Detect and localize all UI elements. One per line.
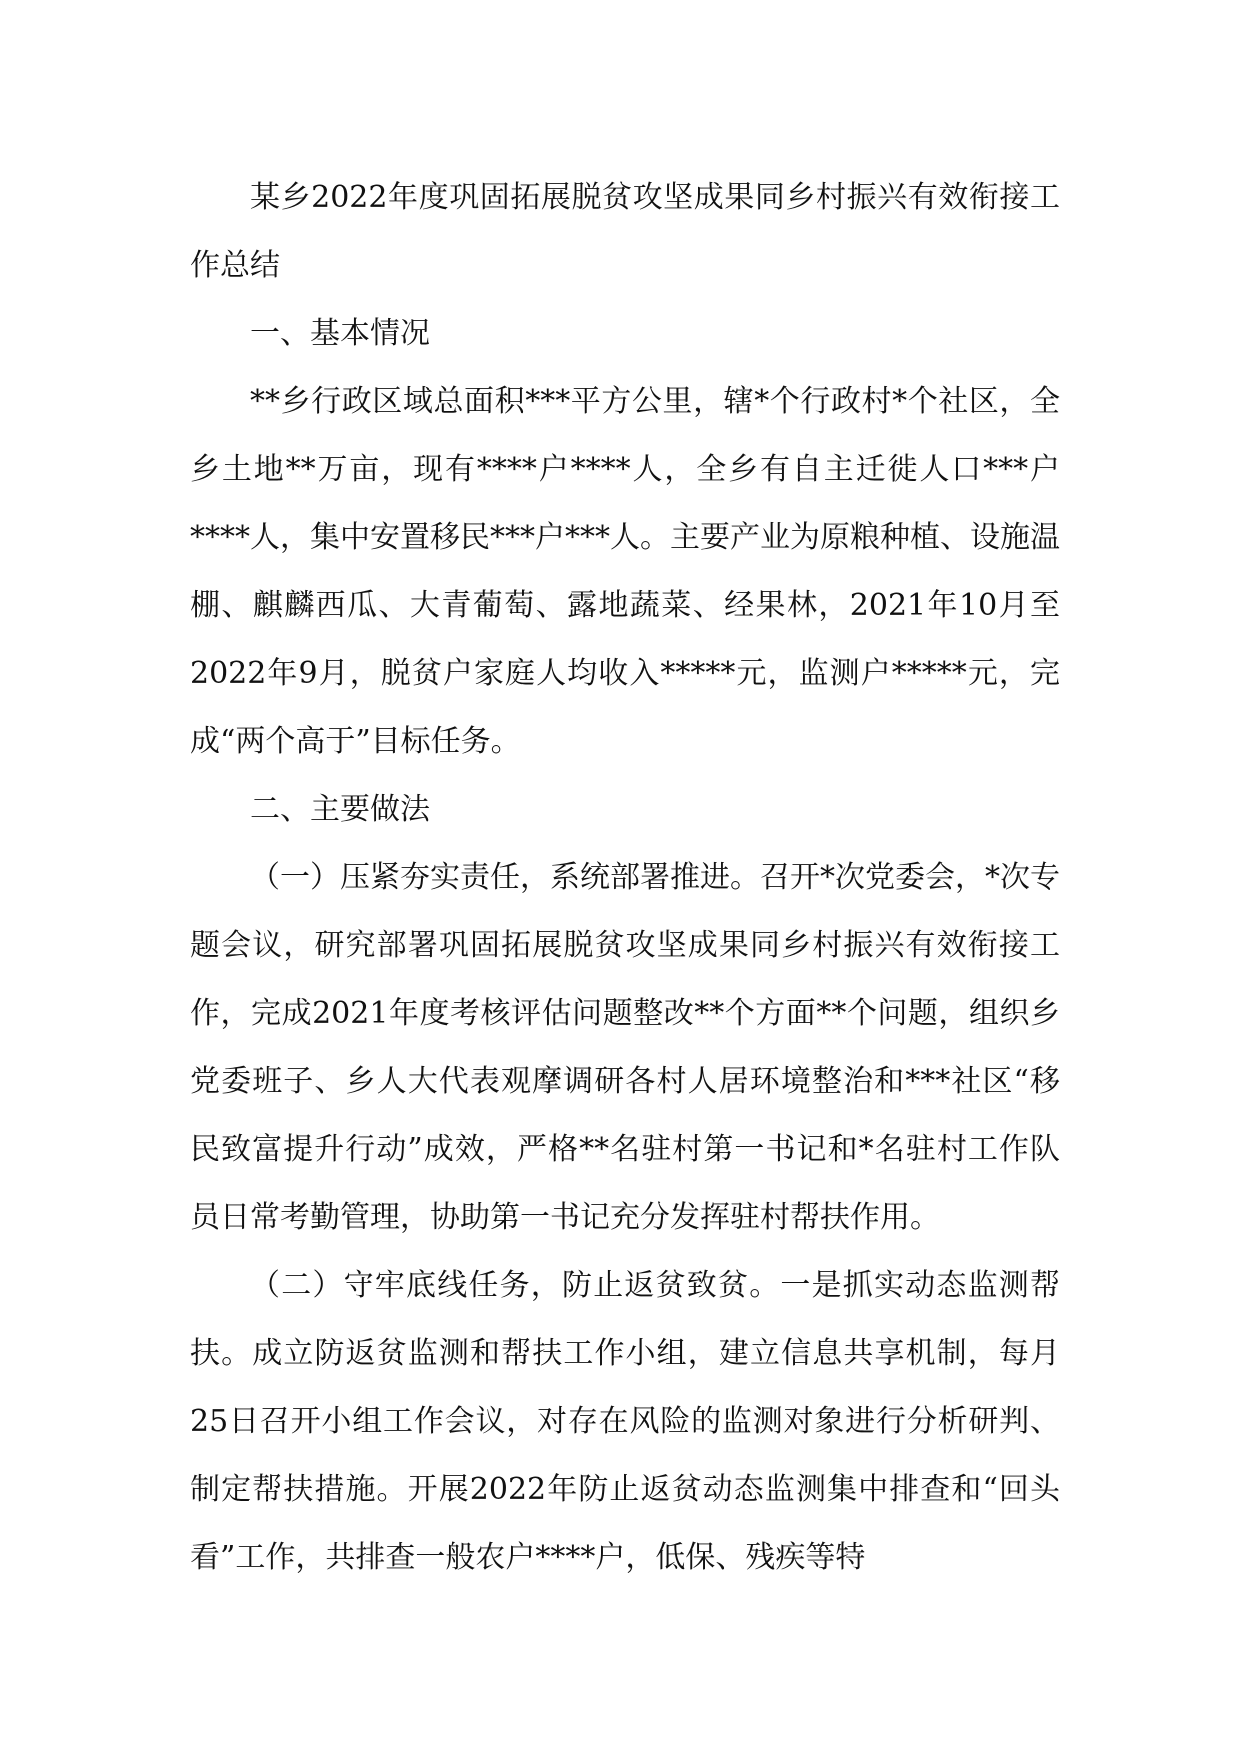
paragraph-bottom-line: （二）守牢底线任务，防止返贫致贫。一是抓实动态监测帮扶。成立防返贫监测和帮扶工作小组，建立信息共享机制，每月25日召开小组工作会议，对存在风险的监测对象进行分析研判、制定帮扶措施。开展2022年防止返贫动态监测集中排查和“回头看”工作，共排查一般农户****户，低保、残疾等特 xyxy=(190,1268,1060,1575)
paragraph-basic-situation: **乡行政区域总面积***平方公里，辖*个行政村*个社区，全乡土地**万亩，现有****户****人，全乡有自主迁徙人口***户****人，集中安置移民***户***人。主要产业为原粮种植、设施温棚、麒麟西瓜、大青葡萄、露地蔬菜、经果林，2021年10月至2022年9月，脱贫户家庭人均收入*****元，监测户*****元，完成“两个高于”目标任务。 xyxy=(190,384,1060,759)
document-title: 某乡2022年度巩固拓展脱贫攻坚成果同乡村振兴有效衔接工作总结 xyxy=(190,180,1060,283)
section-heading-main-practices: 二、主要做法 xyxy=(250,792,430,827)
section-heading-basic-situation: 一、基本情况 xyxy=(250,316,430,351)
document-body xyxy=(190,164,1060,1592)
paragraph-responsibility: （一）压紧夯实责任，系统部署推进。召开*次党委会，*次专题会议，研究部署巩固拓展脱贫攻坚成果同乡村振兴有效衔接工作，完成2021年度考核评估问题整改**个方面**个问题，组织乡党委班子、乡人大代表观摩调研各村人居环境整治和***社区“移民致富提升行动”成效，严格**名驻村第一书记和*名驻村工作队员日常考勤管理，协助第一书记充分发挥驻村帮扶作用。 xyxy=(190,860,1060,1235)
